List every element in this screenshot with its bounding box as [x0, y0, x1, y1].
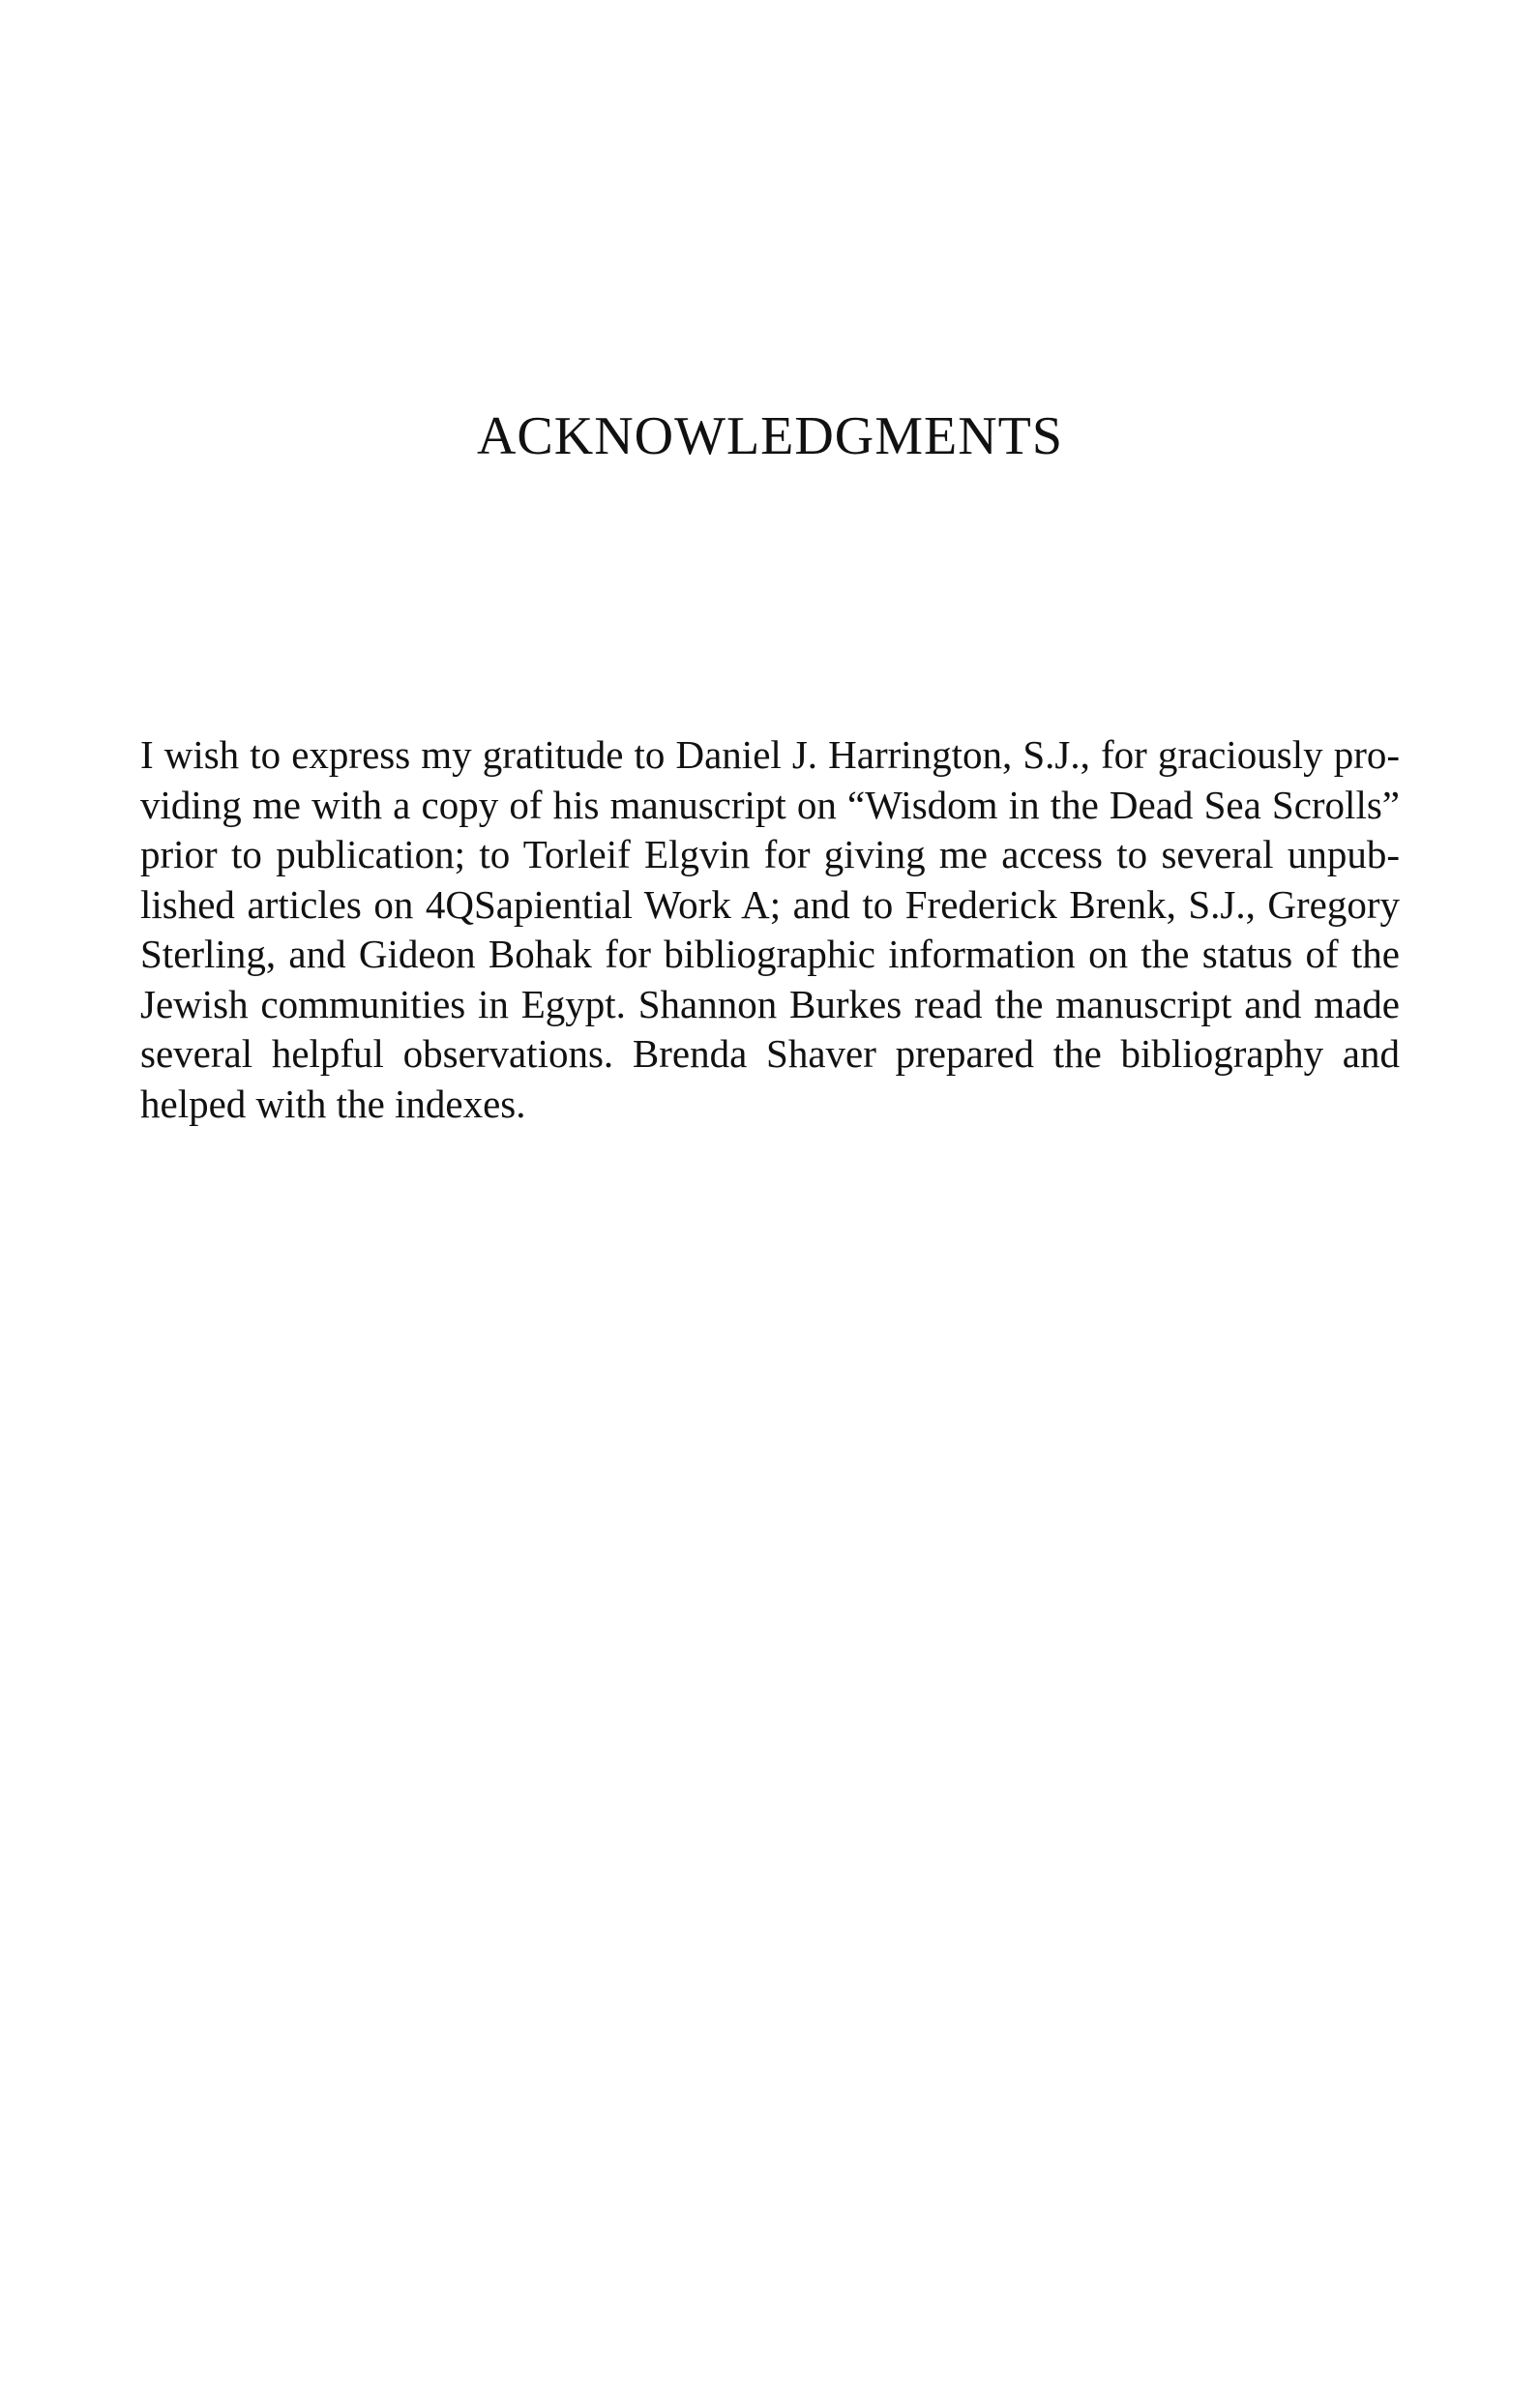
- acknowledgments-paragraph: I wish to express my gratitude to Daniel J. Harrington, S.J., for graciously providing me with a copy of his manuscript on “Wisdom in the Dead Sea Scrolls” prior to publication; to Torleif Elgvin for giving me access to several unpublished articles on 4QSapiential Work A; and to Frederick Brenk, S.J., Gregory Sterling, and Gideon Bohak for bibliographic information on the status of the Jewish communities in Egypt. Shannon Burkes read the manuscript and made several helpful observations. Brenda Shaver prepared the bibliography and helped with the indexes.: [140, 732, 1400, 1126]
- page-title: ACKNOWLEDGMENTS: [476, 406, 1064, 466]
